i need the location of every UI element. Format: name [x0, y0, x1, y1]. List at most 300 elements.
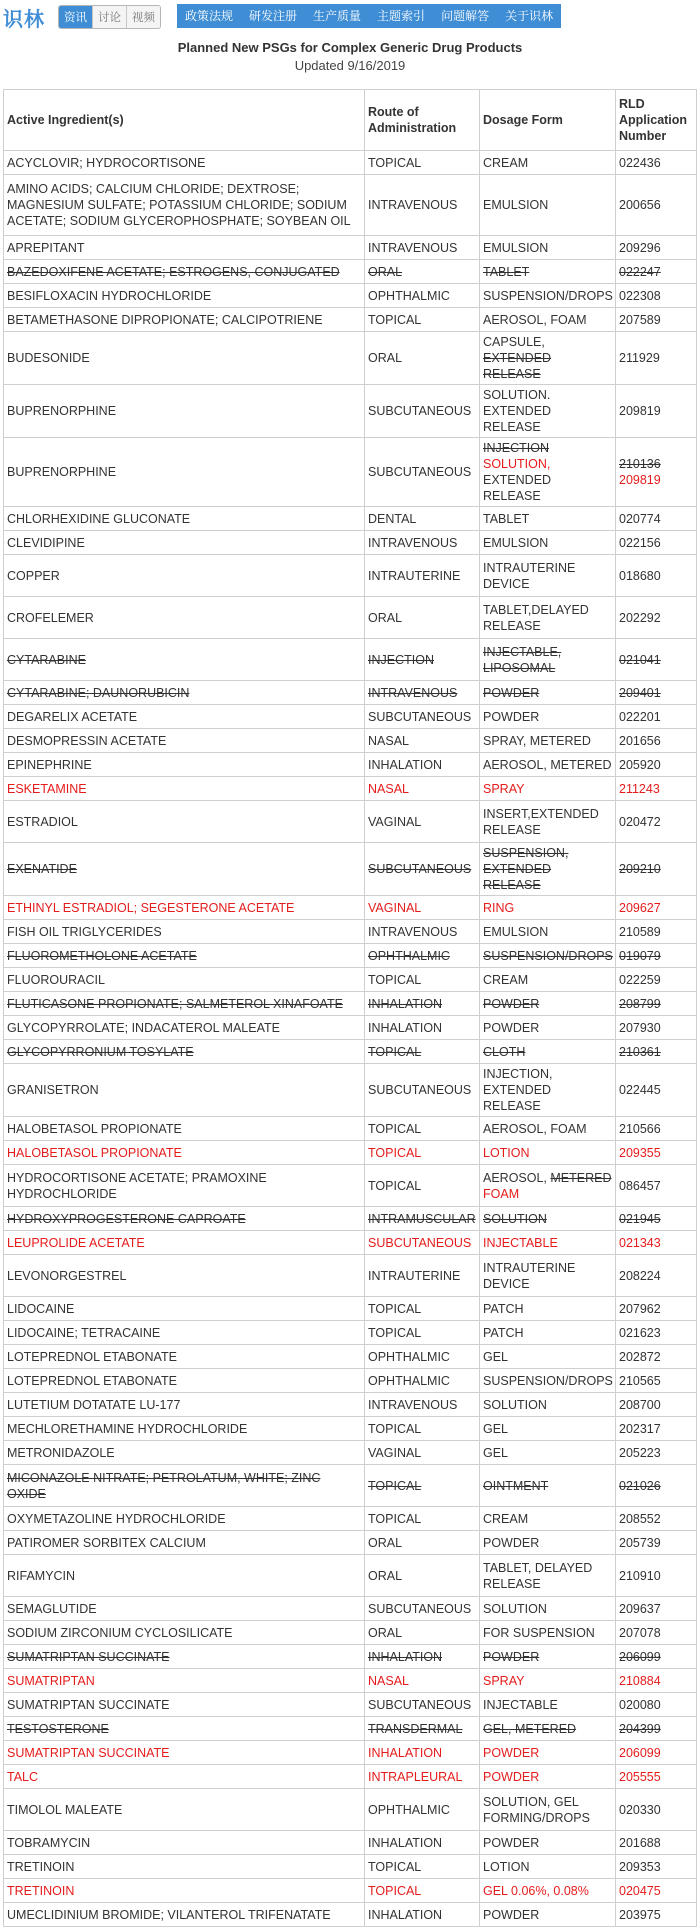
cell-text: ORAL [368, 351, 403, 365]
cell-text: 021343 [619, 1235, 661, 1250]
cell-text: CLOTH [483, 1044, 526, 1059]
cell-route [365, 801, 480, 843]
cell-rld-number [616, 332, 697, 385]
table-row [4, 1441, 697, 1465]
cell-text: 022436 [619, 155, 661, 170]
cell-active-ingredient [4, 236, 365, 260]
cell-dosage-form [480, 843, 616, 896]
cell-text: 086457 [619, 1178, 661, 1193]
cell-text: 211929 [619, 351, 660, 365]
cell-text: 022156 [619, 535, 661, 550]
cell-route [365, 438, 480, 507]
cell-route [365, 1903, 480, 1927]
cell-rld-number [616, 896, 697, 920]
cell-text: 020080 [619, 1697, 661, 1712]
cell-text: SPRAY [483, 1673, 525, 1688]
table-row [4, 308, 697, 332]
tab-discussion[interactable]: 讨论 [93, 6, 127, 28]
cell-dosage-form [480, 1669, 616, 1693]
cell-text: 206099 [619, 1649, 661, 1664]
table-row [4, 1765, 697, 1789]
cell-text: INTRAUTERINE DEVICE [483, 1260, 576, 1291]
cell-text: TOPICAL [368, 1421, 422, 1436]
cell-text: GEL [483, 1349, 509, 1364]
cell-text: INHALATION [368, 1907, 443, 1922]
cell-dosage-form [480, 729, 616, 753]
cell-rld-number [616, 1016, 697, 1040]
page-heading [0, 39, 700, 75]
cell-text: POWDER [483, 1535, 540, 1550]
cell-text: POWDER [483, 1907, 540, 1922]
cell-rld-number [616, 753, 697, 777]
cell-text: EMULSION [483, 924, 549, 939]
cell-text: POWDER [483, 1745, 540, 1760]
cell-text: ORAL [368, 610, 403, 625]
cell-active-ingredient [4, 151, 365, 175]
cell-dosage-form [480, 1165, 616, 1207]
cell-text: 022247 [619, 264, 661, 279]
cell-text: TIMOLOL MALEATE [7, 1802, 123, 1817]
cell-dosage-form [480, 801, 616, 843]
table-row [4, 1645, 697, 1669]
cell-text: OINTMENT [483, 1478, 549, 1493]
cell-active-ingredient [4, 1297, 365, 1321]
cell-dosage-form [480, 753, 616, 777]
header-dosage-form: Dosage Form [480, 90, 616, 151]
cell-rld-number [616, 639, 697, 681]
cell-text: 209296 [619, 240, 661, 255]
cell-active-ingredient [4, 260, 365, 284]
cell-text: VAGINAL [368, 900, 422, 915]
table-row [4, 1555, 697, 1597]
cell-text: CROFELEMER [7, 610, 94, 625]
header-rld-number: RLD Application Number [616, 90, 697, 151]
cell-dosage-form [480, 1016, 616, 1040]
psg-table [3, 89, 697, 1927]
cell-rld-number [616, 1321, 697, 1345]
cell-text: INTRAUTERINE DEVICE [483, 560, 576, 591]
cell-text: TOPICAL [368, 1178, 422, 1193]
cell-route [365, 385, 480, 438]
cell-text: ORAL [368, 1625, 403, 1640]
table-row [4, 385, 697, 438]
cell-active-ingredient [4, 843, 365, 896]
cell-text: SODIUM ZIRCONIUM CYCLOSILICATE [7, 1625, 233, 1640]
cell-active-ingredient [4, 1669, 365, 1693]
table-row [4, 1165, 697, 1207]
cell-text: TABLET [483, 264, 530, 279]
cell-text: INTRAVENOUS [368, 1397, 458, 1412]
table-row [4, 1141, 697, 1165]
cell-text: BETAMETHASONE DIPROPIONATE; CALCIPOTRIENE [7, 312, 323, 327]
cell-text: 209637 [619, 1601, 661, 1616]
cell-text: 208552 [619, 1511, 661, 1526]
cell-route [365, 597, 480, 639]
cell-active-ingredient [4, 801, 365, 843]
cell-text: INTRAVENOUS [368, 535, 458, 550]
cell-route [365, 236, 480, 260]
table-row [4, 1903, 697, 1927]
cell-text: SUBCUTANEOUS [368, 465, 472, 479]
cell-route [365, 1831, 480, 1855]
cell-dosage-form [480, 777, 616, 801]
table-row [4, 753, 697, 777]
cell-text: 210361 [619, 1044, 661, 1059]
cell-active-ingredient [4, 1465, 365, 1507]
cell-text: DENTAL [368, 511, 417, 526]
cell-rld-number [616, 236, 697, 260]
table-row [4, 1016, 697, 1040]
cell-text: 209353 [619, 1859, 661, 1874]
cell-text: POWDER [483, 685, 540, 700]
cell-dosage-form [480, 1141, 616, 1165]
cell-text: SUBCUTANEOUS [368, 862, 472, 876]
cell-text: TALC [7, 1769, 39, 1784]
cell-text: HALOBETASOL PROPIONATE [7, 1121, 182, 1136]
cell-text: 205223 [619, 1445, 661, 1460]
cell-text: CREAM [483, 972, 529, 987]
cell-rld-number [616, 968, 697, 992]
cell-text: 205739 [619, 1535, 661, 1550]
cell-route [365, 1207, 480, 1231]
cell-route [365, 1693, 480, 1717]
cell-active-ingredient [4, 992, 365, 1016]
cell-text: 200656 [619, 198, 661, 212]
cell-active-ingredient [4, 1141, 365, 1165]
cell-text: NASAL [368, 1673, 409, 1688]
table-row [4, 1597, 697, 1621]
cell-rld-number [616, 1741, 697, 1765]
table-row [4, 729, 697, 753]
cell-text: DEGARELIX ACETATE [7, 709, 138, 724]
cell-text: TOPICAL [368, 1145, 422, 1160]
cell-active-ingredient [4, 438, 365, 507]
cell-route [365, 1741, 480, 1765]
cell-text: INTRAUTERINE [368, 568, 461, 583]
cell-rld-number [616, 1369, 697, 1393]
cell-text: INHALATION [368, 757, 443, 772]
cell-text: 210589 [619, 924, 661, 939]
cell-text: SUBCUTANEOUS [368, 404, 472, 418]
nav-item-policy[interactable]: 政策法规 [185, 9, 234, 23]
cell-text: SUMATRIPTAN SUCCINATE [7, 1697, 170, 1712]
cell-text: CAPSULE, [483, 335, 545, 349]
cell-text: TRETINOIN [7, 1883, 75, 1898]
cell-dosage-form [480, 639, 616, 681]
cell-active-ingredient [4, 920, 365, 944]
cell-text: 203975 [619, 1907, 661, 1922]
cell-text: 210565 [619, 1373, 661, 1388]
cell-text: UMECLIDINIUM BROMIDE; VILANTEROL TRIFENATATE [7, 1907, 331, 1922]
cell-route [365, 1165, 480, 1207]
cell-text: EMULSION [483, 240, 549, 255]
cell-rld-number [616, 438, 697, 507]
cell-active-ingredient [4, 597, 365, 639]
table-row [4, 507, 697, 531]
table-row [4, 175, 697, 236]
cell-text: 020330 [619, 1802, 661, 1817]
cell-route [365, 1621, 480, 1645]
cell-route [365, 1231, 480, 1255]
tab-news[interactable]: 资讯 [59, 6, 93, 28]
cell-text: SUSPENSION, EXTENDED RELEASE [483, 846, 569, 892]
nav-item-qa[interactable]: 问题解答 [441, 9, 490, 23]
cell-text: FLUTICASONE PROPIONATE; SALMETEROL XINAFOATE [7, 996, 343, 1011]
cell-text: ESKETAMINE [7, 781, 87, 796]
cell-text: 021041 [619, 652, 661, 667]
cell-text: INJECTION, EXTENDED RELEASE [483, 1067, 553, 1113]
cell-text: SUMATRIPTAN [7, 1673, 95, 1688]
cell-text: TOPICAL [368, 1478, 422, 1493]
cell-text: ORAL [368, 264, 403, 279]
cell-rld-number [616, 1855, 697, 1879]
cell-text: OPHTHALMIC [368, 1349, 450, 1364]
cell-route [365, 1321, 480, 1345]
cell-text: 201656 [619, 733, 661, 748]
cell-text: TOPICAL [368, 1859, 422, 1874]
cell-dosage-form [480, 1789, 616, 1831]
cell-rld-number [616, 531, 697, 555]
cell-text: 207930 [619, 1020, 661, 1035]
cell-text: GEL, METERED [483, 1721, 577, 1736]
cell-rld-number [616, 729, 697, 753]
cell-route [365, 1393, 480, 1417]
cell-text: 020475 [619, 1883, 661, 1898]
cell-dosage-form [480, 992, 616, 1016]
cell-rld-number [616, 1879, 697, 1903]
cell-text: 209627 [619, 900, 661, 915]
cell-text: RIFAMYCIN [7, 1568, 76, 1583]
nav-item-rd[interactable]: 研发注册 [249, 9, 298, 23]
cell-text: GRANISETRON [7, 1083, 99, 1097]
cell-route [365, 308, 480, 332]
cell-route [365, 896, 480, 920]
cell-text: NASAL [368, 733, 409, 748]
cell-route [365, 1441, 480, 1465]
cell-text: LOTION [483, 1145, 530, 1160]
cell-text: GEL 0.06%, 0.08% [483, 1883, 589, 1898]
cell-route [365, 1016, 480, 1040]
cell-text: 205920 [619, 757, 661, 772]
cell-route [365, 1255, 480, 1297]
cell-text: MECHLORETHAMINE HYDROCHLORIDE [7, 1421, 248, 1436]
table-row [4, 1531, 697, 1555]
cell-rld-number [616, 777, 697, 801]
cell-text: SUMATRIPTAN SUCCINATE [7, 1745, 170, 1760]
cell-active-ingredient [4, 896, 365, 920]
cell-active-ingredient [4, 1117, 365, 1141]
tab-video[interactable]: 视频 [127, 6, 160, 28]
table-row [4, 531, 697, 555]
cell-active-ingredient [4, 1717, 365, 1741]
cell-text: TOPICAL [368, 972, 422, 987]
table-row [4, 1717, 697, 1741]
cell-active-ingredient [4, 1789, 365, 1831]
cell-active-ingredient [4, 308, 365, 332]
cell-text: CREAM [483, 1511, 529, 1526]
cell-text: OPHTHALMIC [368, 1802, 450, 1817]
cell-route [365, 1141, 480, 1165]
cell-dosage-form [480, 260, 616, 284]
cell-active-ingredient [4, 284, 365, 308]
cell-rld-number [616, 992, 697, 1016]
cell-text: RING [483, 900, 515, 915]
cell-text: SOLUTION, [483, 457, 551, 471]
table-row [4, 639, 697, 681]
cell-dosage-form [480, 1903, 616, 1927]
table-row [4, 1465, 697, 1507]
cell-dosage-form [480, 1064, 616, 1117]
cell-text: TABLET [483, 511, 530, 526]
cell-text: SUSPENSION/DROPS [483, 1373, 613, 1388]
cell-text: CYTARABINE; DAUNORUBICIN [7, 685, 190, 700]
cell-dosage-form [480, 1621, 616, 1645]
cell-text: POWDER [483, 1769, 540, 1784]
cell-text: TOPICAL [368, 1325, 422, 1340]
cell-text: NASAL [368, 781, 409, 796]
cell-text: AEROSOL, FOAM [483, 1121, 587, 1136]
cell-text: SUSPENSION/DROPS [483, 288, 613, 303]
cell-text: 021945 [619, 1211, 661, 1226]
cell-route [365, 968, 480, 992]
cell-dosage-form [480, 236, 616, 260]
table-row [4, 1417, 697, 1441]
cell-route [365, 681, 480, 705]
table-row [4, 1393, 697, 1417]
cell-active-ingredient [4, 681, 365, 705]
cell-active-ingredient [4, 1531, 365, 1555]
table-row [4, 681, 697, 705]
header-route: Route of Administration [365, 90, 480, 151]
cell-active-ingredient [4, 944, 365, 968]
cell-active-ingredient [4, 1507, 365, 1531]
cell-active-ingredient [4, 1207, 365, 1231]
nav-item-about[interactable]: 关于识林 [505, 9, 554, 23]
cell-rld-number [616, 1831, 697, 1855]
cell-text: INJECTION [483, 441, 549, 455]
cell-dosage-form [480, 1879, 616, 1903]
cell-text: GEL [483, 1445, 509, 1460]
cell-route [365, 1789, 480, 1831]
cell-active-ingredient [4, 1765, 365, 1789]
cell-text: SPRAY, METERED [483, 733, 591, 748]
nav-item-quality[interactable]: 生产质量 [313, 9, 362, 23]
cell-route [365, 284, 480, 308]
cell-text: BUDESONIDE [7, 351, 90, 365]
cell-text: FOR SUSPENSION [483, 1625, 595, 1640]
cell-rld-number [616, 1231, 697, 1255]
cell-text: INHALATION [368, 1020, 443, 1035]
cell-text: INJECTABLE [483, 1697, 558, 1712]
cell-text: INHALATION [368, 996, 443, 1011]
cell-text: TRETINOIN [7, 1859, 75, 1874]
cell-route [365, 1345, 480, 1369]
cell-text: TOPICAL [368, 312, 422, 327]
table-row [4, 1117, 697, 1141]
cell-text: 209355 [619, 1145, 661, 1160]
table-row [4, 1621, 697, 1645]
cell-text: 209401 [619, 685, 661, 700]
cell-text: SUMATRIPTAN SUCCINATE [7, 1649, 170, 1664]
cell-text: INSERT,EXTENDED RELEASE [483, 806, 599, 837]
cell-route [365, 753, 480, 777]
cell-text: METERED [550, 1170, 612, 1185]
cell-active-ingredient [4, 1255, 365, 1297]
nav-item-topics[interactable]: 主题索引 [377, 9, 426, 23]
cell-text: SUBCUTANEOUS [368, 1601, 472, 1616]
cell-rld-number [616, 1345, 697, 1369]
cell-text: SUBCUTANEOUS [368, 1697, 472, 1712]
table-row [4, 1741, 697, 1765]
cell-route [365, 944, 480, 968]
cell-route [365, 1717, 480, 1741]
cell-text: OPHTHALMIC [368, 288, 450, 303]
cell-route [365, 1555, 480, 1597]
table-row [4, 1789, 697, 1831]
table-row [4, 777, 697, 801]
cell-rld-number [616, 1507, 697, 1531]
cell-text: 210884 [619, 1673, 661, 1688]
cell-text: POWDER [483, 996, 540, 1011]
cell-text: INJECTION [368, 652, 434, 667]
cell-text: SUBCUTANEOUS [368, 709, 472, 724]
cell-text: VAGINAL [368, 1445, 422, 1460]
cell-route [365, 1855, 480, 1879]
cell-text: MICONAZOLE NITRATE; PETROLATUM, WHITE; ZINC OXIDE [7, 1470, 321, 1501]
cell-dosage-form [480, 1207, 616, 1231]
cell-active-ingredient [4, 1831, 365, 1855]
cell-dosage-form [480, 1417, 616, 1441]
table-row [4, 1369, 697, 1393]
cell-text: TOPICAL [368, 1883, 422, 1898]
cell-text: SUBCUTANEOUS [368, 1083, 472, 1097]
cell-active-ingredient [4, 1645, 365, 1669]
cell-active-ingredient [4, 1693, 365, 1717]
cell-text: 204399 [619, 1721, 661, 1736]
table-row [4, 1064, 697, 1117]
cell-dosage-form [480, 332, 616, 385]
cell-route [365, 1669, 480, 1693]
cell-text: EXENATIDE [7, 862, 77, 876]
cell-text: EMULSION [483, 535, 549, 550]
table-row [4, 801, 697, 843]
cell-text: 210566 [619, 1121, 661, 1136]
site-logo[interactable]: 识林 [3, 7, 45, 31]
cell-route [365, 1064, 480, 1117]
cell-rld-number [616, 175, 697, 236]
cell-text: EXTENDED RELEASE [483, 473, 552, 503]
cell-active-ingredient [4, 1621, 365, 1645]
cell-text: TOBRAMYCIN [7, 1835, 91, 1850]
cell-rld-number [616, 1693, 697, 1717]
cell-text: TOPICAL [368, 1511, 422, 1526]
cell-active-ingredient [4, 1016, 365, 1040]
cell-rld-number [616, 1064, 697, 1117]
cell-text: LOTEPREDNOL ETABONATE [7, 1373, 177, 1388]
cell-text: GLYCOPYRROLATE; INDACATEROL MALEATE [7, 1020, 280, 1035]
table-row [4, 1321, 697, 1345]
cell-dosage-form [480, 1507, 616, 1531]
cell-rld-number [616, 555, 697, 597]
cell-active-ingredient [4, 1231, 365, 1255]
cell-dosage-form [480, 151, 616, 175]
cell-active-ingredient [4, 1555, 365, 1597]
cell-text: METRONIDAZOLE [7, 1445, 115, 1460]
cell-route [365, 1465, 480, 1507]
cell-rld-number [616, 151, 697, 175]
cell-rld-number [616, 1669, 697, 1693]
cell-text: TABLET, DELAYED RELEASE [483, 1560, 593, 1591]
